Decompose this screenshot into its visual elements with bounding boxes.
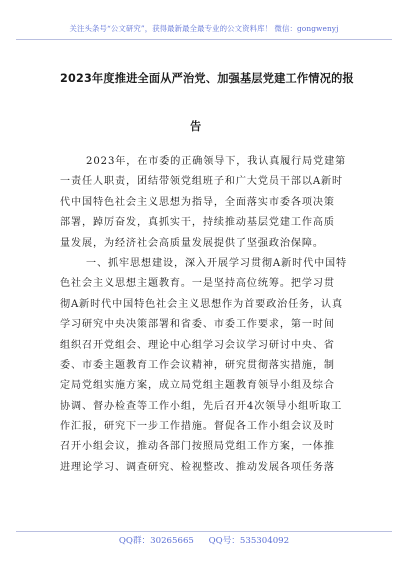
footer-qq-number: QQ号：535304092 bbox=[208, 536, 290, 546]
paragraph1-line: 部署，踔厉奋发，真抓实干，持续推动基层党建工作高质 bbox=[60, 217, 335, 229]
paragraph2-line: 色社会主义思想主题教育。一是坚持高位统筹。把学习贯 bbox=[60, 278, 335, 290]
paragraph2-line: 委、市委主题教育工作会议精神，研究贯彻落实措施，制 bbox=[60, 359, 335, 371]
paragraph1-line: 一责任人职责，团结带领党组班子和广大党员干部以A新时 bbox=[60, 176, 344, 188]
paragraph1-line: 代中国特色社会主义思想为指导，全面落实市委各项决策 bbox=[60, 196, 335, 208]
footer-qq-group: QQ群：30265665 bbox=[118, 536, 194, 546]
paragraph1-line: 量发展，为经济社会高质量发展提供了坚强政治保障。 bbox=[60, 237, 324, 249]
paragraph1-line: 2023年，在市委的正确领导下，我认真履行局党建第 bbox=[86, 156, 347, 167]
document-title-line1: 2023年度推进全面从严治党、加强基层党建工作情况的报 bbox=[60, 72, 354, 85]
paragraph2-line: 作汇报，研究下一步工作措施。督促各工作小组会议及时 bbox=[60, 421, 335, 433]
paragraph2-line: 定局党组实施方案，成立局党组主题教育领导小组及综合 bbox=[60, 380, 335, 392]
footer bbox=[16, 534, 392, 546]
header-divider bbox=[16, 39, 392, 40]
footer-divider bbox=[16, 531, 392, 532]
paragraph2-line: 协调、督办检查等工作小组，先后召开4次领导小组听取工 bbox=[60, 400, 343, 412]
document-body bbox=[60, 152, 360, 478]
paragraph2-line: 学习研究中央决策部署和省委、市委工作要求，第一时间 bbox=[60, 319, 335, 331]
document-title-line2: 告 bbox=[190, 120, 202, 133]
paragraph2-line: 彻A新时代中国特色社会主义思想作为首要政治任务，认真 bbox=[60, 298, 344, 310]
paragraph2-line: 进理论学习、调查研究、检视整改、推动发展各项任务落 bbox=[60, 461, 335, 473]
paragraph2-line: 一、抓牢思想建设，深入开展学习贯彻A新时代中国特 bbox=[86, 257, 348, 269]
header-banner: 关注头条号“公文研究”，获得最新最全最专业的公文资料库！ 微信：gongwenyj bbox=[69, 24, 339, 33]
paragraph2-line: 组织召开党组会、理论中心组学习会议学习研讨中央、省 bbox=[60, 339, 335, 351]
paragraph2-line: 召开小组会议，推动各部门按照局党组工作方案，一体推 bbox=[60, 441, 335, 453]
